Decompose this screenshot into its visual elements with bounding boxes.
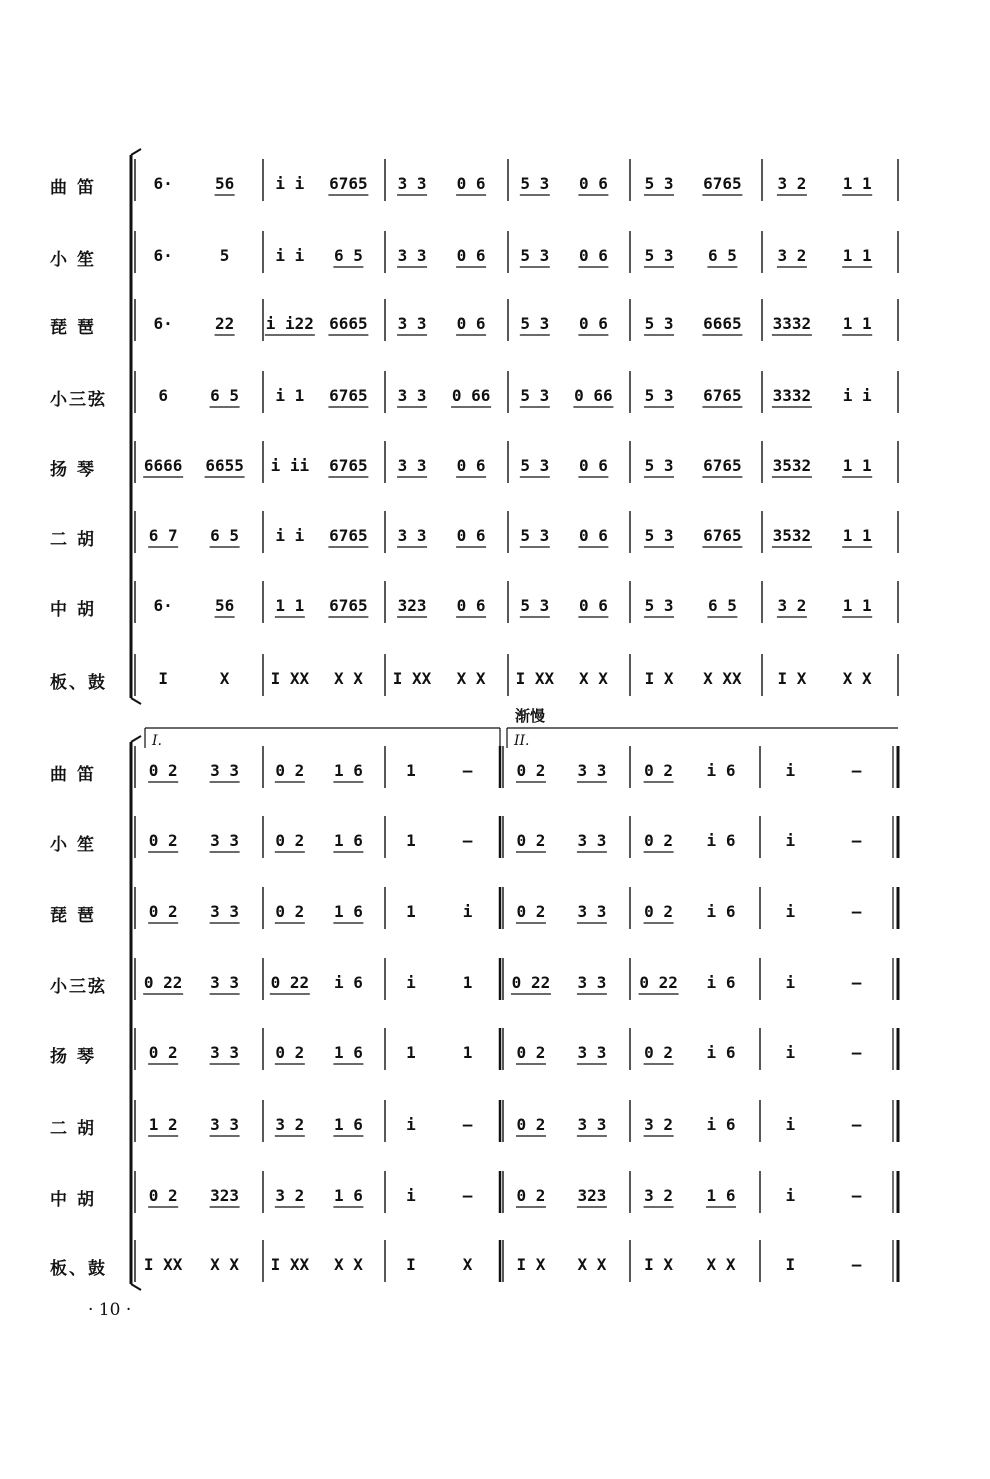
note-group: 6 5	[210, 526, 240, 545]
note-group: 0 6	[578, 246, 608, 265]
note-group: 6665	[329, 314, 368, 333]
note-group: 3 3	[577, 902, 607, 921]
note-group: 1	[462, 1043, 473, 1062]
note-group: i	[785, 902, 796, 921]
note-group: 1 2	[148, 1115, 178, 1134]
note-group: 6765	[703, 386, 742, 405]
note-group: 323	[577, 1186, 607, 1205]
note-group: 5 3	[644, 456, 674, 475]
note-group: 0 6	[456, 314, 486, 333]
note-group: 1 6	[333, 831, 363, 850]
note-group: 0 22	[270, 973, 310, 992]
note-group: I	[158, 669, 168, 688]
note-group: 6 5	[210, 386, 240, 405]
note-group: 5 3	[644, 386, 674, 405]
note-group: 6765	[329, 386, 368, 405]
note-group: 0 2	[516, 1186, 546, 1205]
note-group: 5 3	[520, 526, 550, 545]
note-group: i 6	[706, 902, 736, 921]
note-group: 3 2	[777, 596, 807, 615]
note-group: X X	[578, 669, 608, 688]
note-group: i 6	[706, 1043, 736, 1062]
note-group: 6765	[329, 456, 368, 475]
note-group: 323	[210, 1186, 240, 1205]
note-group: X X	[842, 669, 872, 688]
note-group: –	[851, 1186, 862, 1205]
note-group: 5	[219, 246, 230, 265]
note-group: 1 6	[333, 761, 363, 780]
note-group: I XX	[392, 669, 432, 688]
note-group: X XX	[703, 669, 742, 688]
note-group: 3 2	[777, 174, 807, 193]
note-group: 3 3	[210, 1115, 240, 1134]
note-group: –	[462, 761, 473, 780]
note-group: 3 2	[275, 1115, 305, 1134]
note-group: –	[851, 973, 862, 992]
note-group: 3 3	[577, 973, 607, 992]
note-group: 22	[214, 314, 235, 333]
note-group: 1 6	[333, 1115, 363, 1134]
instrument-label: 二胡	[50, 1119, 104, 1139]
note-group: 3332	[772, 314, 812, 333]
note-group: 0 6	[456, 596, 486, 615]
note-group: i 6	[333, 973, 363, 992]
note-group: I XX	[270, 1255, 310, 1274]
note-group: 1	[406, 1043, 416, 1062]
note-group: 0 2	[148, 831, 178, 850]
note-group: 0 22	[511, 973, 551, 992]
instrument-label: 曲笛	[50, 765, 104, 785]
note-group: –	[851, 761, 862, 780]
note-group: 6 5	[707, 246, 737, 265]
tempo-marking: 渐慢	[515, 707, 546, 725]
note-group: 6765	[703, 174, 742, 193]
note-group: 0 2	[516, 902, 546, 921]
note-group: 3 3	[397, 314, 427, 333]
note-group: 6 5	[707, 596, 737, 615]
note-group: 0 6	[456, 174, 486, 193]
note-group: 0 2	[516, 1043, 546, 1062]
note-group: 1 6	[333, 1043, 363, 1062]
note-group: 6765	[329, 596, 368, 615]
note-group: 5 3	[520, 386, 550, 405]
note-group: 1 1	[842, 456, 872, 475]
note-group: 6765	[329, 526, 368, 545]
note-group: 5 3	[644, 174, 674, 193]
note-group: i i	[275, 526, 305, 545]
note-group: 3 2	[275, 1186, 305, 1205]
note-group: I X	[644, 1255, 674, 1274]
note-group: 6·	[153, 314, 173, 333]
note-group: X X	[456, 669, 486, 688]
note-group: 5 3	[644, 246, 674, 265]
instrument-label: 中胡	[50, 600, 104, 620]
note-group: X X	[706, 1255, 736, 1274]
note-group: 1	[406, 902, 416, 921]
note-group: 3 3	[577, 1043, 607, 1062]
note-group: –	[851, 1255, 862, 1274]
note-group: 0 2	[148, 1043, 178, 1062]
note-group: I X	[644, 669, 674, 688]
instrument-label: 小笙	[50, 250, 104, 270]
note-group: i ii	[270, 456, 310, 475]
instrument-label: 小三弦	[50, 390, 107, 410]
note-group: 6765	[703, 456, 742, 475]
note-group: 3 3	[577, 831, 607, 850]
note-group: X X	[577, 1255, 607, 1274]
note-group: 0 6	[578, 596, 608, 615]
instrument-label: 小三弦	[50, 977, 107, 997]
note-group: 6765	[703, 526, 742, 545]
note-group: 5 3	[520, 596, 550, 615]
note-group: i i	[275, 174, 305, 193]
note-group: 0 2	[644, 831, 674, 850]
note-group: i 6	[706, 973, 736, 992]
note-group: 1	[406, 831, 416, 850]
note-group: –	[462, 1115, 473, 1134]
note-group: 3532	[772, 526, 812, 545]
note-group: 6 5	[333, 246, 363, 265]
note-group: 1 1	[842, 526, 872, 545]
note-group: i	[785, 1186, 796, 1205]
note-group: 1	[462, 973, 473, 992]
note-group: 6·	[153, 596, 173, 615]
note-group: 6655	[205, 456, 244, 475]
note-group: 323	[397, 596, 427, 615]
note-group: 6666	[143, 456, 183, 475]
note-group: X	[219, 669, 230, 688]
note-group: 6665	[703, 314, 742, 333]
note-group: 1 6	[333, 1186, 363, 1205]
note-group: 0 6	[578, 174, 608, 193]
note-group: 5 3	[520, 174, 550, 193]
instrument-label: 板、鼓	[50, 1259, 107, 1279]
note-group: X X	[210, 1255, 240, 1274]
note-group: X X	[333, 669, 363, 688]
note-group: 3 2	[644, 1186, 674, 1205]
note-group: i	[406, 973, 416, 992]
note-group: 1 1	[275, 596, 305, 615]
instrument-label: 琵琶	[50, 318, 104, 338]
note-group: 0 6	[578, 526, 608, 545]
note-group: 3 2	[777, 246, 807, 265]
note-group: X	[462, 1255, 473, 1274]
note-group: i	[785, 973, 796, 992]
instrument-label: 小笙	[50, 835, 104, 855]
volta-label-2: II.	[514, 733, 530, 749]
note-group: 6	[158, 386, 168, 405]
note-group: 3332	[772, 386, 812, 405]
note-group: 56	[214, 596, 235, 615]
note-group: 3 3	[210, 1043, 240, 1062]
note-group: –	[851, 1115, 862, 1134]
note-group: 5 3	[520, 456, 550, 475]
note-group: 3 3	[210, 831, 240, 850]
instrument-label: 中胡	[50, 1190, 104, 1210]
note-group: 0 2	[275, 761, 305, 780]
instrument-label: 板、鼓	[50, 673, 107, 693]
note-group: 5 3	[520, 246, 550, 265]
note-group: I XX	[270, 669, 310, 688]
note-group: 0 22	[143, 973, 183, 992]
note-group: i i22	[265, 314, 314, 333]
note-group: 0 6	[456, 526, 486, 545]
note-group: i 6	[706, 831, 736, 850]
note-group: i	[785, 1043, 796, 1062]
note-group: –	[851, 1043, 862, 1062]
note-group: 0 2	[516, 831, 546, 850]
note-group: i 1	[275, 386, 305, 405]
note-group: i	[406, 1186, 416, 1205]
note-group: I XX	[515, 669, 555, 688]
note-group: 1 6	[706, 1186, 736, 1205]
system-bracket-top	[131, 736, 141, 742]
note-group: 0 2	[148, 902, 178, 921]
note-group: i 6	[706, 1115, 736, 1134]
note-group: i 6	[706, 761, 736, 780]
note-group: 3 3	[577, 1115, 607, 1134]
note-group: i	[785, 761, 796, 780]
note-group: 6·	[153, 174, 173, 193]
instrument-label: 琵琶	[50, 906, 104, 926]
note-group: 6765	[329, 174, 368, 193]
note-group: 3 3	[210, 761, 240, 780]
instrument-label: 曲笛	[50, 178, 104, 198]
note-group: 3 3	[210, 902, 240, 921]
note-group: 1 1	[842, 246, 872, 265]
note-group: 3532	[772, 456, 812, 475]
note-group: 5 3	[644, 314, 674, 333]
note-group: 0 6	[456, 456, 486, 475]
note-group: I	[406, 1255, 416, 1274]
note-group: 0 2	[148, 761, 178, 780]
note-group: 0 22	[639, 973, 678, 992]
note-group: 0 2	[275, 902, 305, 921]
note-group: X X	[333, 1255, 363, 1274]
note-group: 1 1	[842, 314, 872, 333]
note-group: i	[462, 902, 473, 921]
note-group: I X	[777, 669, 807, 688]
note-group: 0 66	[451, 386, 491, 405]
note-group: 3 3	[397, 386, 427, 405]
note-group: 5 3	[644, 596, 674, 615]
system-bracket-bottom	[131, 698, 141, 704]
note-group: 1 1	[842, 596, 872, 615]
note-group: 5 3	[520, 314, 550, 333]
note-group: 3 3	[397, 526, 427, 545]
note-group: i	[406, 1115, 416, 1134]
instrument-label: 二胡	[50, 530, 104, 550]
system-bracket-top	[131, 149, 141, 155]
note-group: 3 3	[397, 456, 427, 475]
note-group: i	[785, 1115, 796, 1134]
note-group: –	[851, 902, 862, 921]
note-group: 0 2	[644, 902, 674, 921]
note-group: 3 3	[397, 246, 427, 265]
page-number: · 10 ·	[88, 1300, 132, 1320]
note-group: 1 6	[333, 902, 363, 921]
note-group: 1 1	[842, 174, 872, 193]
note-group: –	[462, 1186, 473, 1205]
note-group: 5 3	[644, 526, 674, 545]
instrument-label: 扬琴	[50, 1047, 104, 1067]
note-group: 1	[406, 761, 416, 780]
note-group: 0 2	[275, 1043, 305, 1062]
note-group: i i	[275, 246, 305, 265]
note-group: I XX	[143, 1255, 183, 1274]
note-group: 0 6	[456, 246, 486, 265]
note-group: 0 2	[275, 831, 305, 850]
note-group: 3 3	[397, 174, 427, 193]
instrument-label: 扬琴	[50, 460, 104, 480]
system-bracket-bottom	[131, 1284, 141, 1290]
note-group: –	[851, 831, 862, 850]
note-group: 56	[214, 174, 235, 193]
note-group: I X	[516, 1255, 546, 1274]
note-group: 0 6	[578, 314, 608, 333]
note-group: 6·	[153, 246, 173, 265]
note-group: 3 2	[644, 1115, 674, 1134]
note-group: 3 3	[210, 973, 240, 992]
note-group: 0 2	[148, 1186, 178, 1205]
note-group: 0 6	[578, 456, 608, 475]
note-group: i	[785, 831, 796, 850]
note-group: I	[785, 1255, 796, 1274]
note-group: 0 66	[574, 386, 613, 405]
note-group: 6 7	[148, 526, 178, 545]
note-group: –	[462, 831, 473, 850]
note-group: 3 3	[577, 761, 607, 780]
volta-label-1: I.	[152, 733, 162, 749]
note-group: 0 2	[644, 1043, 674, 1062]
note-group: 0 2	[516, 1115, 546, 1134]
note-group: 0 2	[516, 761, 546, 780]
note-group: i i	[842, 386, 872, 405]
note-group: 0 2	[644, 761, 674, 780]
